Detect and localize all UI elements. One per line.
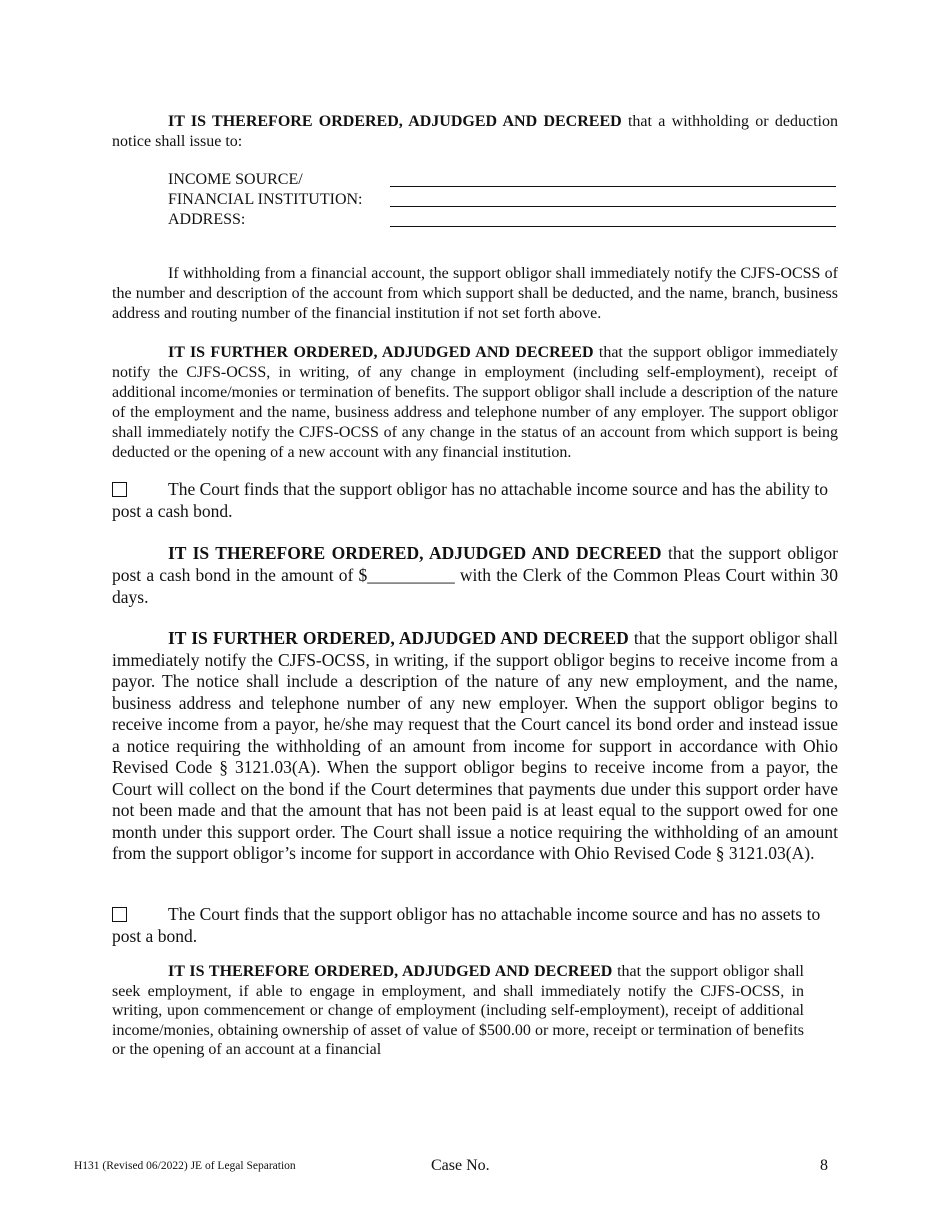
order-text: that the support obligor shall seek employment, if able to engage in employment, and shall immediately notify the CJFS-OCSS, in writing, upon commencement or change of employment (including self-employment), receipt of additional income/monies, obtaining ownership of asset of value of $500.00 or more, receipt or termination of benefits or the opening of an account at a financial bbox=[112, 963, 804, 1058]
order-text: that a withholding or deduction notice shall issue to: bbox=[112, 113, 838, 150]
cash-bond-finding-text: The Court finds that the support obligor has no attachable income source and has the ability to post a cash bond. bbox=[112, 479, 828, 521]
financial-institution-blank[interactable] bbox=[390, 186, 836, 187]
notify-change-paragraph bbox=[112, 343, 838, 463]
financial-institution-label: FINANCIAL INSTITUTION: bbox=[168, 191, 363, 208]
form-id: H131 (Revised 06/2022) JE of Legal Separation bbox=[74, 1160, 296, 1172]
payor-notice-paragraph bbox=[112, 628, 838, 865]
income-source-label: INCOME SOURCE/ bbox=[168, 171, 303, 188]
order-text: that the support obligor immediately notify the CJFS-OCSS, in writing, of any change in employment (including self-employment), receipt of additional income/monies or termination of benefits. The support obligor shall include a description of the nature of the employment and the name, business address and telephone number of any employer. The support obligor shall immediately notify the CJFS-OCSS of any change in the status of an account from which support is being deducted or the opening of a new account with any financial institution. bbox=[112, 344, 839, 461]
order-heading: IT IS THEREFORE ORDERED, ADJUDGED AND DECREED bbox=[168, 543, 662, 563]
blank-lines bbox=[390, 186, 836, 246]
income-source-fields bbox=[168, 170, 363, 230]
order-heading: IT IS THEREFORE ORDERED, ADJUDGED AND DECREED bbox=[168, 113, 622, 130]
cash-bond-order-paragraph bbox=[112, 542, 838, 608]
withholding-order-paragraph bbox=[112, 112, 838, 152]
no-assets-finding-text: The Court finds that the support obligor has no attachable income source and has no assets to post a bond. bbox=[112, 904, 821, 946]
address-blank-1[interactable] bbox=[390, 206, 836, 207]
no-assets-finding bbox=[112, 903, 838, 947]
seek-employment-paragraph bbox=[112, 962, 804, 1060]
cash-bond-finding bbox=[112, 478, 838, 522]
cash-bond-checkbox[interactable] bbox=[112, 482, 127, 497]
page-number: 8 bbox=[820, 1157, 828, 1174]
order-text: that the support obligor post a cash bond in the amount of $__________ with the Clerk of the Common Pleas Court within 30 days. bbox=[112, 543, 838, 607]
financial-account-paragraph: If withholding from a financial account, the support obligor shall immediately notify the CJFS-OCSS of the number and description of the account from which support shall be deducted, and the name, branch, business address and routing number of the financial institution if not set forth above. bbox=[112, 265, 838, 322]
case-number-label: Case No. bbox=[431, 1157, 490, 1174]
no-assets-checkbox[interactable] bbox=[112, 907, 127, 922]
address-label: ADDRESS: bbox=[168, 211, 246, 228]
address-blank-2[interactable] bbox=[390, 226, 836, 227]
order-heading: IT IS FURTHER ORDERED, ADJUDGED AND DECREED bbox=[168, 628, 629, 648]
order-heading: IT IS THEREFORE ORDERED, ADJUDGED AND DECREED bbox=[168, 963, 613, 980]
order-heading: IT IS FURTHER ORDERED, ADJUDGED AND DECREED bbox=[168, 344, 594, 361]
order-text: that the support obligor shall immediately notify the CJFS-OCSS, in writing, if the support obligor begins to receive income from a payor. The notice shall include a description of the nature of any new employment, and the name, business address and telephone number of any new employer. When the support obligor begins to receive income from a payor, he/she may request that the Court cancel its bond order and instead issue a notice requiring the withholding of an amount from income for support in accordance with Ohio Revised Code § 3121.03(A). When the support obligor begins to receive income from a payor, the Court will collect on the bond if the Court determines that payments due under this support order have not been made and that the amount that has not been paid is at least equal to the support owed for one month under this support order. The Court shall issue a notice requiring the withholding of an amount from the support obligor’s income for support in accordance with Ohio Revised Code § 3121.03(A). bbox=[112, 628, 838, 863]
